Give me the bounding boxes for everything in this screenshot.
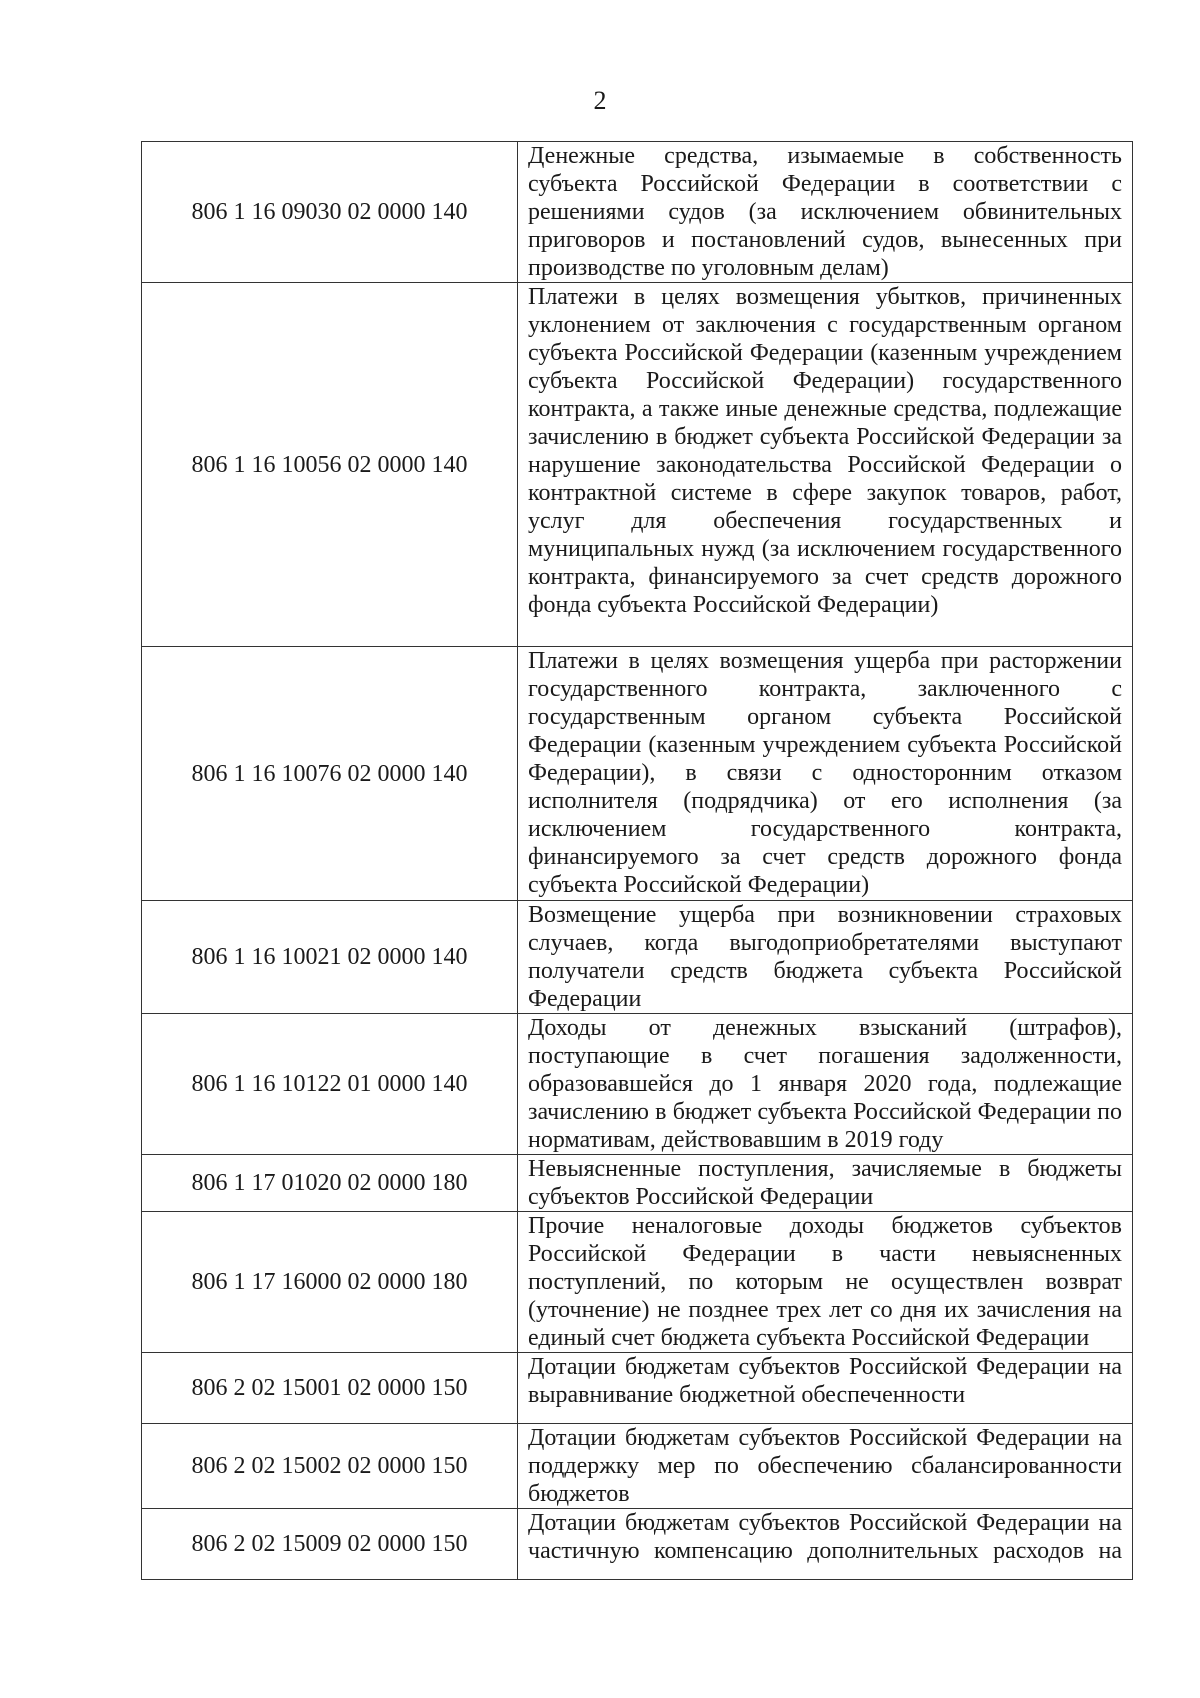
code-cell: 806 1 16 09030 02 0000 140 xyxy=(142,142,518,283)
description-cell: Доходы от денежных взысканий (штрафов), поступающие в счет погашения задолженности, образовавшейся до 1 января 2020 года, подлежащие зачислению в бюджет субъекта Российской Федерации по нормативам, действовавшим в 2019 году xyxy=(518,1014,1133,1155)
code-cell: 806 1 16 10076 02 0000 140 xyxy=(142,647,518,901)
code-cell: 806 1 17 01020 02 0000 180 xyxy=(142,1155,518,1212)
description-cell: Дотации бюджетам субъектов Российской Федерации на частичную компенсацию дополнительных расходов на xyxy=(518,1509,1133,1580)
table-row xyxy=(142,647,1133,901)
description-cell: Платежи в целях возмещения убытков, причиненных уклонением от заключения с государственным органом субъекта Российской Федерации (казенным учреждением субъекта Российской Федерации) государственного контракта, а также иные денежные средства, подлежащие зачислению в бюджет субъекта Российской Федерации за нарушение законодательства Российской Федерации о контрактной системе в сфере закупок товаров, работ, услуг для обеспечения государственных и муниципальных нужд (за исключением государственного контракта, финансируемого за счет средств дорожного фонда субъекта Российской Федерации) xyxy=(518,283,1133,647)
code-cell: 806 1 16 10056 02 0000 140 xyxy=(142,283,518,647)
table-row xyxy=(142,283,1133,647)
table-row xyxy=(142,1509,1133,1580)
description-cell: Невыясненные поступления, зачисляемые в бюджеты субъектов Российской Федерации xyxy=(518,1155,1133,1212)
table-row xyxy=(142,1212,1133,1353)
table-row xyxy=(142,901,1133,1014)
table-row xyxy=(142,1155,1133,1212)
code-cell: 806 1 17 16000 02 0000 180 xyxy=(142,1212,518,1353)
description-cell: Дотации бюджетам субъектов Российской Федерации на выравнивание бюджетной обеспеченности xyxy=(518,1353,1133,1424)
code-cell: 806 1 16 10122 01 0000 140 xyxy=(142,1014,518,1155)
table-row xyxy=(142,1424,1133,1509)
code-cell: 806 2 02 15002 02 0000 150 xyxy=(142,1424,518,1509)
description-cell: Дотации бюджетам субъектов Российской Федерации на поддержку мер по обеспечению сбалансированности бюджетов xyxy=(518,1424,1133,1509)
revenue-codes-table xyxy=(141,141,1133,1580)
description-cell: Прочие неналоговые доходы бюджетов субъектов Российской Федерации в части невыясненных поступлений, по которым не осуществлен возврат (уточнение) не позднее трех лет со дня их зачисления на единый счет бюджета субъекта Российской Федерации xyxy=(518,1212,1133,1353)
page-number: 2 xyxy=(593,86,607,115)
code-cell: 806 2 02 15009 02 0000 150 xyxy=(142,1509,518,1580)
description-cell: Платежи в целях возмещения ущерба при расторжении государственного контракта, заключенного с государственным органом субъекта Российской Федерации (казенным учреждением субъекта Российской Федерации), в связи с односторонним отказом исполнителя (подрядчика) от его исполнения (за исключением государственного контракта, финансируемого за счет средств дорожного фонда субъекта Российской Федерации) xyxy=(518,647,1133,901)
description-cell: Возмещение ущерба при возникновении страховых случаев, когда выгодоприобретателями выступают получатели средств бюджета субъекта Российской Федерации xyxy=(518,901,1133,1014)
description-cell: Денежные средства, изымаемые в собственность субъекта Российской Федерации в соответствии с решениями судов (за исключением обвинительных приговоров и постановлений судов, вынесенных при производстве по уголовным делам) xyxy=(518,142,1133,283)
table-row xyxy=(142,1014,1133,1155)
table-row xyxy=(142,1353,1133,1424)
code-cell: 806 1 16 10021 02 0000 140 xyxy=(142,901,518,1014)
code-cell: 806 2 02 15001 02 0000 150 xyxy=(142,1353,518,1424)
table-row xyxy=(142,142,1133,283)
